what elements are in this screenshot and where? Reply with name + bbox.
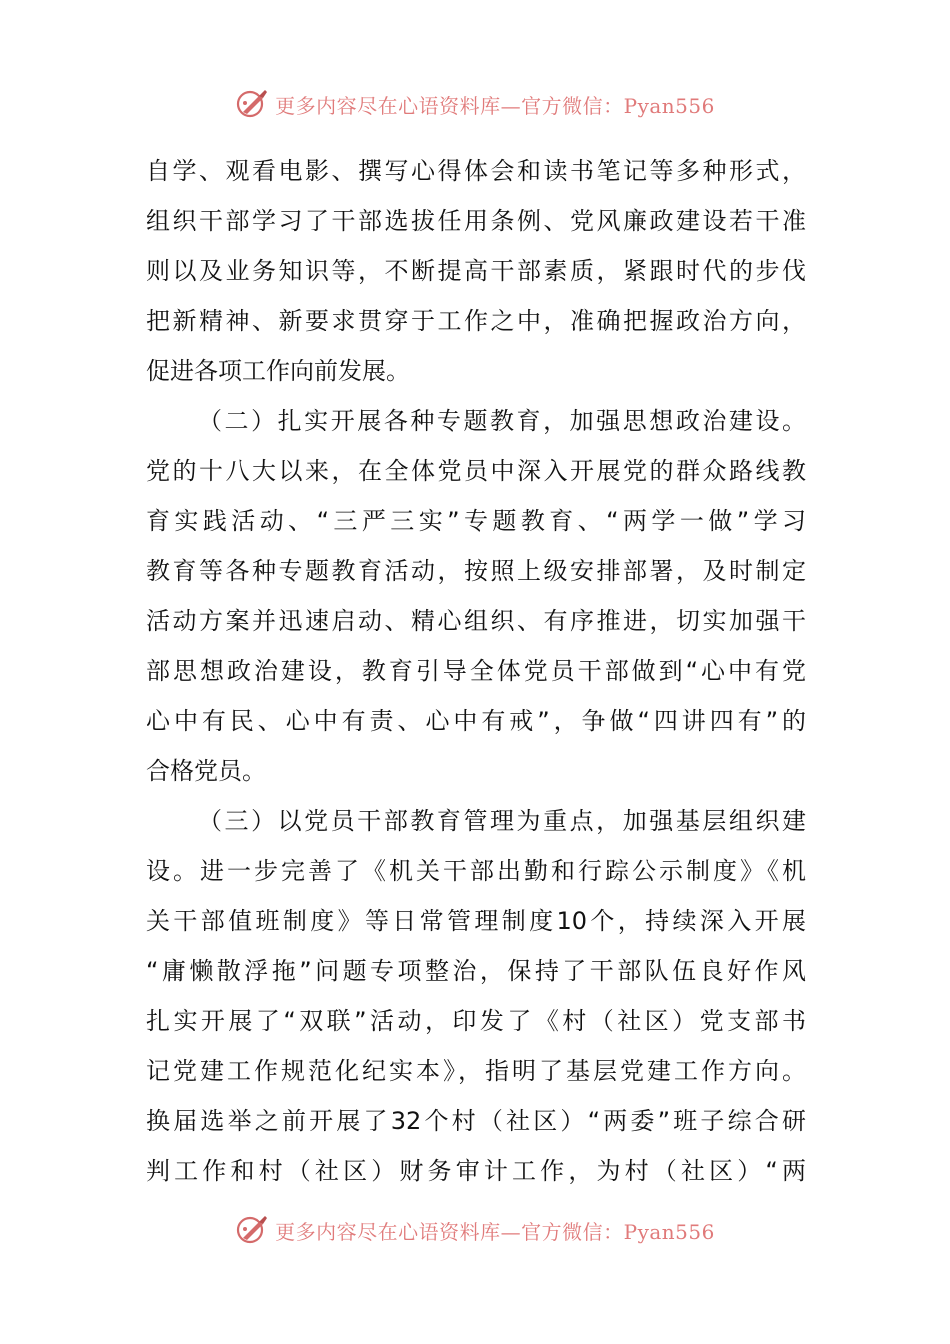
text-line: 组织干部学习了干部选拔任用条例、党风廉政建设若干准 — [146, 207, 806, 235]
text-line: 促进各项工作向前发展。 — [146, 357, 410, 385]
footer-watermark — [0, 1210, 950, 1250]
body-text — [146, 146, 806, 1196]
text-line: 判工作和村（社区）财务审计工作，为村（社区）“两 — [146, 1157, 806, 1185]
text-line: 党的十八大以来，在全体党员中深入开展党的群众路线教 — [146, 457, 806, 485]
text-line: 心中有民、心中有责、心中有戒”，争做“四讲四有”的 — [146, 707, 806, 735]
pen-logo-icon — [235, 86, 271, 122]
section-heading-3: （三）以党员干部教育管理为重点，加强基层组织建 — [198, 807, 806, 835]
text-line: 记党建工作规范化纪实本》，指明了基层党建工作方向。 — [146, 1057, 806, 1085]
text-line: 部思想政治建设，教育引导全体党员干部做到“心中有党 — [146, 657, 806, 685]
text-line: 自学、观看电影、撰写心得体会和读书笔记等多种形式， — [146, 157, 806, 185]
header-watermark-text: 更多内容尽在心语资料库—官方微信：Pyan556 — [275, 93, 715, 118]
text-line: 活动方案并迅速启动、精心组织、有序推进，切实加强干 — [146, 607, 806, 635]
text-line: 把新精神、新要求贯穿于工作之中，准确把握政治方向， — [146, 307, 806, 335]
text-line: 合格党员。 — [146, 757, 266, 785]
text-line: 换届选举之前开展了32个村（社区）“两委”班子综合研 — [146, 1107, 806, 1135]
text-line: 设。进一步完善了《机关干部出勤和行踪公示制度》《机 — [146, 857, 806, 885]
section-heading-2: （二）扎实开展各种专题教育，加强思想政治建设。 — [198, 407, 806, 435]
pen-logo-icon — [235, 1212, 271, 1248]
text-line: 育实践活动、“三严三实”专题教育、“两学一做”学习 — [146, 507, 806, 535]
text-line: 教育等各种专题教育活动，按照上级安排部署，及时制定 — [146, 557, 806, 585]
text-line: 则以及业务知识等，不断提高干部素质，紧跟时代的步伐 — [146, 257, 806, 285]
header-watermark — [0, 84, 950, 124]
text-line: “庸懒散浮拖”问题专项整治，保持了干部队伍良好作风 — [146, 957, 806, 985]
text-line: 关干部值班制度》等日常管理制度10个，持续深入开展 — [146, 907, 806, 935]
footer-watermark-text: 更多内容尽在心语资料库—官方微信：Pyan556 — [275, 1219, 715, 1244]
text-line: 扎实开展了“双联”活动，印发了《村（社区）党支部书 — [146, 1007, 806, 1035]
